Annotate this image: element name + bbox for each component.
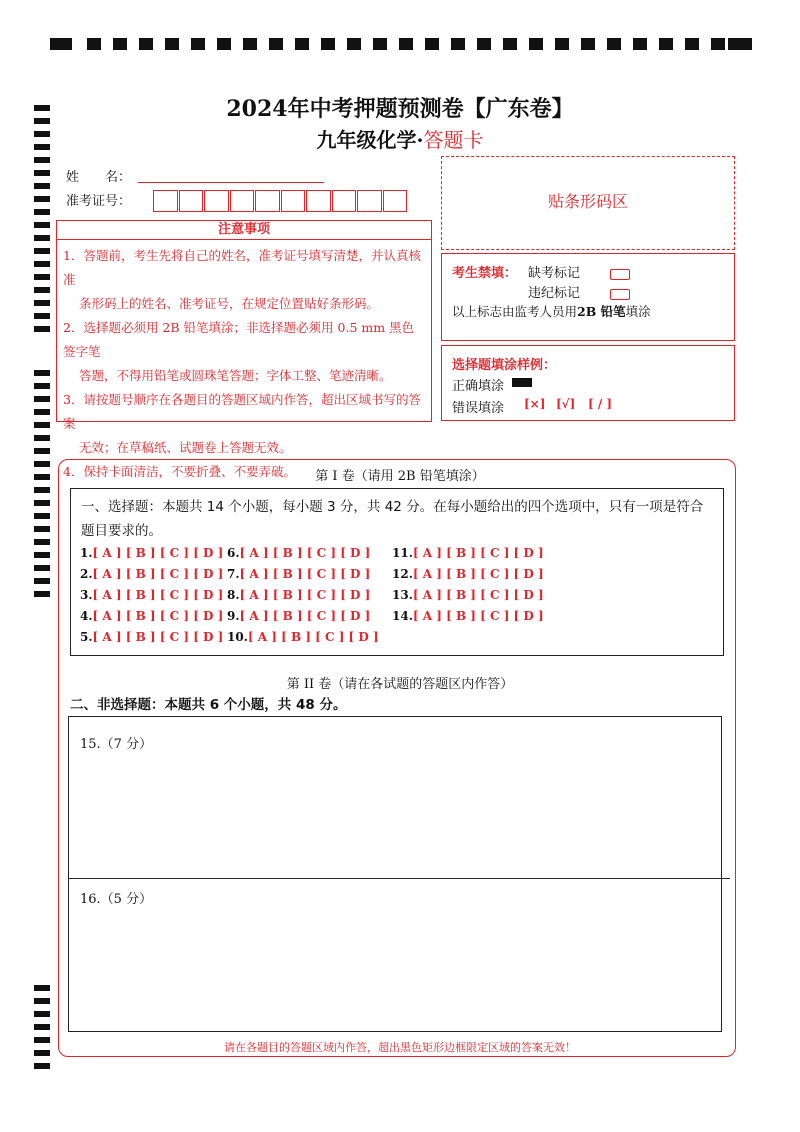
answer-options[interactable]: [ A ] [ B ] [ C ] [ D ] [412,546,544,560]
exam-id-cell[interactable] [255,190,280,212]
subtitle-subject: 九年级化学· [316,128,424,152]
question-number: 10. [227,630,248,644]
part1-heading: 第 I 卷（请用 2B 铅笔填涂） [315,469,485,484]
notice-item: 答题，不得用铅笔或圆珠笔答题；字体工整、笔迹清晰。 [79,368,392,383]
question-number: 5. [80,630,93,644]
footer-warning: 请在各题目的答题区域内作答，超出黑色矩形边框限定区域的答案无效！ [224,1041,576,1054]
answer-options[interactable]: [ A ] [ B ] [ C ] [ D ] [247,630,379,644]
violation-label: 违纪标记 [528,286,581,301]
subtitle-answer-card: 答题卡 [423,128,484,152]
answer-options[interactable]: [ A ] [ B ] [ C ] [ D ] [92,630,224,644]
name-label: 姓 名： [66,170,132,185]
question-6[interactable] [227,546,370,560]
answer-options[interactable]: [ A ] [ B ] [ C ] [ D ] [412,588,544,602]
question-16-answer-area[interactable] [72,906,718,1026]
name-field[interactable] [138,182,324,183]
sample-box [441,345,735,421]
answer-divider [68,878,730,879]
answer-options[interactable]: [ A ] [ B ] [ C ] [ D ] [239,609,371,623]
question-number: 13. [392,588,413,602]
page-subtitle [0,124,800,153]
question-11[interactable] [392,546,544,560]
question-9[interactable] [227,609,370,623]
notice-item: 3．请按题号顺序在各题目的答题区域内作答，超出区域书写的答案 [63,392,421,431]
wrong-sample-x: [×] [524,397,546,411]
question-number: 1. [80,546,93,560]
question-4[interactable] [80,609,223,623]
question-5[interactable] [80,630,223,644]
absent-mark-box[interactable] [610,264,630,283]
question-number: 9. [227,609,240,623]
question-13[interactable] [392,588,544,602]
forbidden-note-bold: 2B 铅笔 [577,304,626,319]
answer-options[interactable]: [ A ] [ B ] [ C ] [ D ] [412,609,544,623]
question-3[interactable] [80,588,223,602]
wrong-sample-check: [√] [556,397,576,411]
answer-options[interactable]: [ A ] [ B ] [ C ] [ D ] [412,567,544,581]
forbidden-note-prefix: 以上标志由监考人员用 [452,304,578,319]
question-2[interactable] [80,567,223,581]
notice-item: 1．答题前，考生先将自己的姓名，准考证号填写清楚，并认真核准 [63,248,421,287]
question-number: 4. [80,609,93,623]
correct-fill-sample [512,378,532,387]
answer-options[interactable]: [ A ] [ B ] [ C ] [ D ] [92,567,224,581]
candidate-forbidden-box [441,253,735,341]
forbidden-note-suffix: 填涂 [625,304,651,319]
notice-item: 无效；在草稿纸、试题卷上答题无效。 [79,440,292,455]
part2-heading: 第 II 卷（请在各试题的答题区内作答） [286,677,514,692]
wrong-sample-slash: [ / ] [588,397,613,411]
exam-id-cell[interactable] [230,190,255,212]
exam-id-cell[interactable] [204,190,229,212]
answer-options[interactable]: [ A ] [ B ] [ C ] [ D ] [239,588,371,602]
notice-heading: 注意事项 [57,221,431,240]
question-number: 3. [80,588,93,602]
absent-label: 缺考标记 [528,266,581,281]
exam-id-cell[interactable] [153,190,178,212]
correct-label: 正确填涂 [452,379,505,394]
exam-id-cell[interactable] [357,190,382,212]
timing-marks-top [50,38,752,52]
part2-instruction: 二、非选择题：本题共 6 个小题，共 48 分。 [70,697,347,713]
barcode-area [441,156,735,250]
question-16-label: 16.（5 分） [80,892,153,907]
notice-box [56,220,432,479]
question-number: 7. [227,567,240,581]
answer-options[interactable]: [ A ] [ B ] [ C ] [ D ] [239,567,371,581]
question-number: 8. [227,588,240,602]
question-1[interactable] [80,546,223,560]
question-number: 14. [392,609,413,623]
exam-id-cell[interactable] [179,190,204,212]
sample-heading: 选择题填涂样例： [452,358,557,373]
timing-marks-left [0,0,60,1132]
forbidden-note [452,302,651,320]
notice-item: 2．选择题必须用 2B 铅笔填涂；非选择题必须用 0.5 mm 黑色签字笔 [63,320,415,359]
question-number: 11. [392,546,413,560]
question-15-label: 15.（7 分） [80,737,153,752]
answer-options[interactable]: [ A ] [ B ] [ C ] [ D ] [239,546,371,560]
exam-id-cell[interactable] [281,190,306,212]
answer-options[interactable]: [ A ] [ B ] [ C ] [ D ] [92,609,224,623]
violation-mark-box[interactable] [610,284,630,303]
question-14[interactable] [392,609,544,623]
forbidden-heading: 考生禁填： [452,266,518,281]
barcode-label: 贴条形码区 [547,192,628,211]
question-number: 2. [80,567,93,581]
question-8[interactable] [227,588,370,602]
exam-id-cell[interactable] [306,190,331,212]
exam-id-cell[interactable] [383,190,408,212]
mcq-instruction: 一、选择题：本题共 14 个小题，每小题 3 分，共 42 分。在每小题给出的四个选项中，只有一项是符合题目要求的。 [81,499,704,539]
question-10[interactable] [227,630,379,644]
wrong-label: 错误填涂 [452,401,505,416]
notice-item: 4．保持卡面清洁，不要折叠、不要弄破。 [63,464,296,479]
exam-id-grid[interactable] [153,190,408,216]
exam-id-label: 准考证号： [66,194,132,209]
question-12[interactable] [392,567,544,581]
question-number: 12. [392,567,413,581]
page-title: 2024年中考押题预测卷【广东卷】 [226,96,574,122]
answer-options[interactable]: [ A ] [ B ] [ C ] [ D ] [92,588,224,602]
question-15-answer-area[interactable] [72,752,718,874]
question-number: 6. [227,546,240,560]
exam-id-cell[interactable] [332,190,357,212]
answer-options[interactable]: [ A ] [ B ] [ C ] [ D ] [92,546,224,560]
question-7[interactable] [227,567,370,581]
notice-item: 条形码上的姓名、准考证号，在规定位置贴好条形码。 [79,296,380,311]
